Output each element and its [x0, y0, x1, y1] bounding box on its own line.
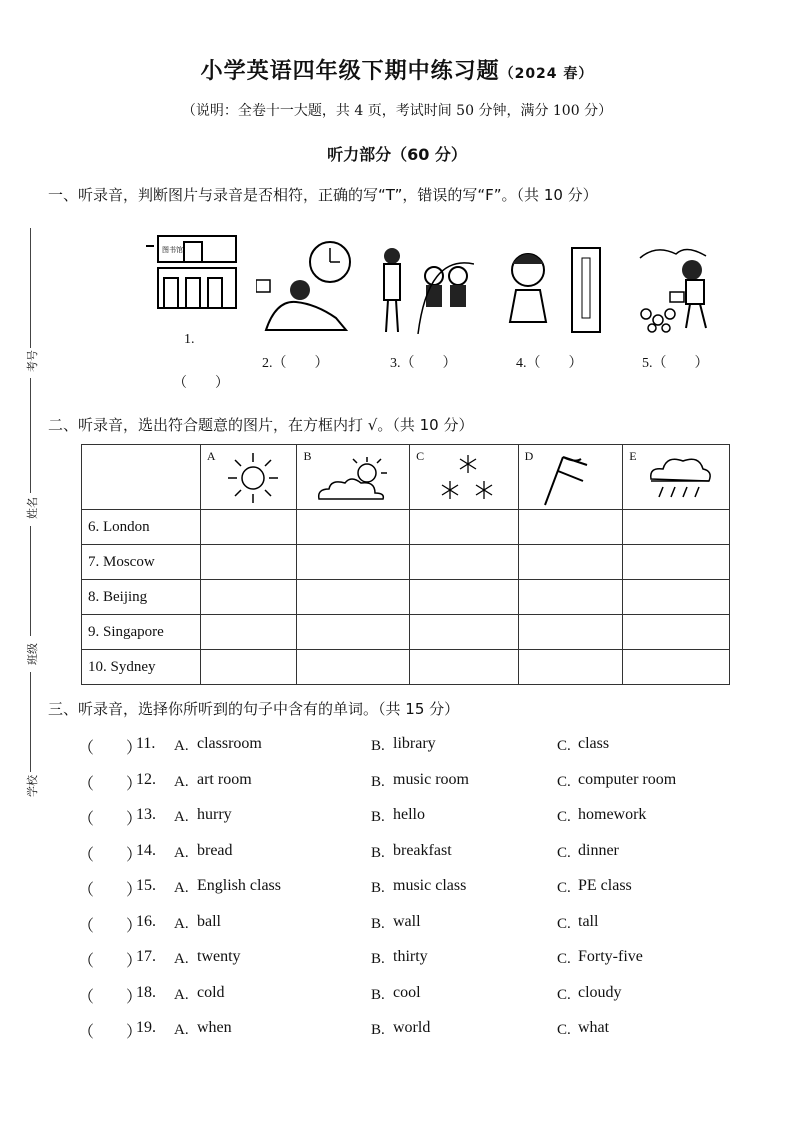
question-row	[78, 771, 758, 795]
column-letter: B	[303, 449, 312, 463]
option-letter-c: C.	[557, 880, 571, 896]
question-number: 18.	[136, 983, 156, 1001]
option-b[interactable]: world	[393, 1019, 431, 1036]
question-number: 14.	[136, 841, 156, 859]
rain-cloud-icon	[647, 453, 713, 505]
column-letter: E	[629, 449, 637, 463]
item-label[interactable]: 5.（ ）	[642, 356, 709, 371]
column-letter: C	[416, 449, 425, 463]
svg-text:图书馆: 图书馆	[162, 246, 183, 254]
option-a[interactable]: classroom	[197, 735, 262, 752]
check-box[interactable]	[623, 580, 730, 615]
table-row	[82, 615, 730, 650]
check-box[interactable]	[410, 545, 519, 580]
option-letter-c: C.	[557, 773, 571, 790]
girl-at-school-gate-icon	[502, 244, 604, 334]
section-title: 听力部分（60 分）	[327, 145, 467, 164]
check-box[interactable]	[297, 580, 410, 615]
option-a[interactable]: twenty	[197, 948, 241, 965]
check-box[interactable]	[200, 545, 297, 580]
row-label: 8. Beijing	[82, 580, 201, 615]
check-box[interactable]	[297, 545, 410, 580]
answer-blank[interactable]: （ ）	[78, 846, 143, 864]
column-d	[518, 445, 623, 510]
question-row	[78, 948, 758, 972]
question-number: 16.	[136, 912, 156, 930]
option-a[interactable]: when	[197, 1019, 232, 1036]
option-c[interactable]: PE class	[578, 877, 632, 894]
title-main: 小学英语四年级下期中练习题	[200, 59, 500, 84]
option-a[interactable]: bread	[197, 841, 233, 859]
check-box[interactable]	[518, 580, 623, 615]
check-box[interactable]	[623, 545, 730, 580]
title-suffix: （2024 春）	[499, 66, 594, 82]
item-label: 1.	[184, 332, 195, 347]
column-e	[623, 445, 730, 510]
option-letter-c: C.	[557, 809, 571, 825]
option-c[interactable]: tall	[578, 912, 599, 930]
option-letter-b: B.	[371, 986, 385, 1003]
check-box[interactable]	[410, 650, 519, 685]
option-letter-a: A.	[174, 738, 189, 754]
check-box[interactable]	[200, 580, 297, 615]
check-box[interactable]	[623, 615, 730, 650]
option-letter-b: B.	[371, 738, 385, 754]
check-box[interactable]	[200, 650, 297, 685]
part2-question: 二、听录音，选出符合题意的图片，在方框内打 √。（共 10 分）	[48, 416, 474, 434]
option-c[interactable]: Forty-five	[578, 948, 643, 965]
option-letter-a: A.	[174, 1022, 189, 1038]
option-letter-a: A.	[174, 951, 189, 967]
binding-line	[30, 526, 31, 636]
option-b[interactable]: cool	[393, 983, 421, 1001]
check-box[interactable]	[623, 650, 730, 685]
sun-icon	[225, 451, 281, 505]
option-c[interactable]: homework	[578, 806, 647, 823]
question-row	[78, 806, 758, 830]
question-row	[78, 984, 758, 1008]
option-b[interactable]: breakfast	[393, 841, 452, 859]
page-title	[0, 54, 794, 85]
check-box[interactable]	[200, 510, 297, 545]
instructions: （说明：全卷十一大题，共 4 页，考试时间 50 分钟，满分 100 分）	[181, 103, 613, 119]
check-box[interactable]	[410, 510, 519, 545]
question-number: 17.	[136, 948, 156, 965]
school-building-icon	[146, 228, 238, 310]
row-label: 7. Moscow	[82, 545, 201, 580]
binding-line	[30, 378, 31, 493]
table-row	[82, 545, 730, 580]
option-a[interactable]: hurry	[197, 806, 232, 823]
binding-label-name: 姓名	[26, 497, 39, 519]
column-letter: A	[206, 449, 216, 463]
answer-blank[interactable]: （ ）	[78, 775, 143, 793]
question-number: 19.	[136, 1019, 156, 1036]
option-a[interactable]: cold	[197, 983, 225, 1001]
option-c[interactable]: cloudy	[578, 983, 622, 1001]
check-box[interactable]	[410, 580, 519, 615]
check-box[interactable]	[518, 615, 623, 650]
option-letter-c: C.	[557, 986, 571, 1003]
option-letter-a: A.	[174, 915, 189, 932]
answer-blank[interactable]: （ ）	[78, 953, 143, 970]
option-a[interactable]: ball	[197, 912, 221, 930]
check-box[interactable]	[410, 615, 519, 650]
binding-margin	[16, 228, 46, 818]
sun-cloud-icon	[315, 455, 391, 505]
check-box[interactable]	[518, 510, 623, 545]
option-letter-a: A.	[174, 880, 189, 896]
option-letter-c: C.	[557, 1022, 571, 1038]
teacher-children-icon	[378, 244, 474, 334]
option-c[interactable]: what	[578, 1019, 610, 1036]
table-corner	[82, 445, 201, 510]
option-letter-a: A.	[174, 986, 189, 1003]
binding-label-class: 班级	[26, 643, 39, 665]
question-number: 15.	[136, 877, 156, 894]
question-number: 12.	[136, 770, 156, 788]
wind-flag-icon	[541, 451, 591, 507]
column-c	[410, 445, 519, 510]
binding-label-exam-no: 考号	[26, 350, 39, 372]
binding-line	[30, 228, 31, 348]
option-letter-b: B.	[371, 773, 385, 790]
option-letter-b: B.	[371, 809, 385, 825]
table-row	[82, 580, 730, 615]
column-a	[200, 445, 297, 510]
option-b[interactable]: hello	[393, 806, 425, 823]
option-letter-a: A.	[174, 773, 189, 790]
check-box[interactable]	[297, 510, 410, 545]
part3-question: 三、听录音，选择你所听到的句子中含有的单词。（共 15 分）	[48, 700, 460, 718]
table-row	[82, 650, 730, 685]
option-letter-c: C.	[557, 915, 571, 932]
row-label: 10. Sydney	[82, 650, 201, 685]
answer-blank[interactable]: （ ）	[173, 376, 229, 391]
row-label: 9. Singapore	[82, 615, 201, 650]
option-letter-c: C.	[557, 738, 571, 754]
question-row	[78, 877, 758, 901]
option-b[interactable]: wall	[393, 912, 421, 930]
option-a[interactable]: English class	[197, 877, 281, 894]
check-box[interactable]	[297, 650, 410, 685]
question-row	[78, 842, 758, 866]
question-row	[78, 913, 758, 937]
option-b[interactable]: thirty	[393, 948, 428, 965]
option-c[interactable]: class	[578, 735, 610, 752]
check-box[interactable]	[200, 615, 297, 650]
check-box[interactable]	[297, 615, 410, 650]
answer-blank[interactable]: （ ）	[78, 1024, 143, 1041]
option-b[interactable]: library	[393, 735, 436, 752]
question-row	[78, 1019, 758, 1043]
option-letter-b: B.	[371, 951, 385, 967]
option-b[interactable]: music class	[393, 877, 467, 894]
answer-blank[interactable]: （ ）	[78, 882, 143, 899]
question-number: 13.	[136, 806, 156, 823]
answer-blank[interactable]: （ ）	[78, 740, 143, 757]
weather-table	[81, 444, 730, 685]
answer-blank[interactable]: （ ）	[78, 988, 143, 1006]
item-label[interactable]: 3.（ ）	[390, 356, 457, 371]
option-letter-b: B.	[371, 915, 385, 932]
option-b[interactable]: music room	[393, 770, 469, 788]
option-a[interactable]: art room	[197, 770, 252, 788]
check-box[interactable]	[518, 545, 623, 580]
snow-icon	[438, 453, 498, 505]
item-label[interactable]: 2.（ ）	[262, 356, 329, 371]
option-letter-b: B.	[371, 1022, 385, 1038]
binding-label-school: 学校	[26, 775, 39, 797]
answer-blank[interactable]: （ ）	[78, 917, 143, 935]
option-letter-a: A.	[174, 809, 189, 825]
option-letter-c: C.	[557, 844, 571, 861]
check-box[interactable]	[518, 650, 623, 685]
column-letter: D	[524, 449, 534, 463]
column-b	[297, 445, 410, 510]
check-box[interactable]	[623, 510, 730, 545]
option-c[interactable]: computer room	[578, 770, 677, 788]
question-row	[78, 735, 758, 759]
row-label: 6. London	[82, 510, 201, 545]
part1-question: 一、听录音，判断图片与录音是否相符，正确的写“T”，错误的写“F”。（共 10 分）	[48, 186, 598, 204]
option-letter-c: C.	[557, 951, 571, 967]
boy-watering-flowers-icon	[636, 244, 728, 334]
option-letter-b: B.	[371, 880, 385, 896]
table-row	[82, 510, 730, 545]
binding-line	[30, 672, 31, 772]
item-label[interactable]: 4.（ ）	[516, 356, 583, 371]
answer-blank[interactable]: （ ）	[78, 811, 143, 828]
option-letter-a: A.	[174, 844, 189, 861]
option-letter-b: B.	[371, 844, 385, 861]
boy-waking-clock-icon	[256, 240, 352, 332]
question-number: 11.	[136, 735, 156, 752]
option-c[interactable]: dinner	[578, 841, 619, 859]
